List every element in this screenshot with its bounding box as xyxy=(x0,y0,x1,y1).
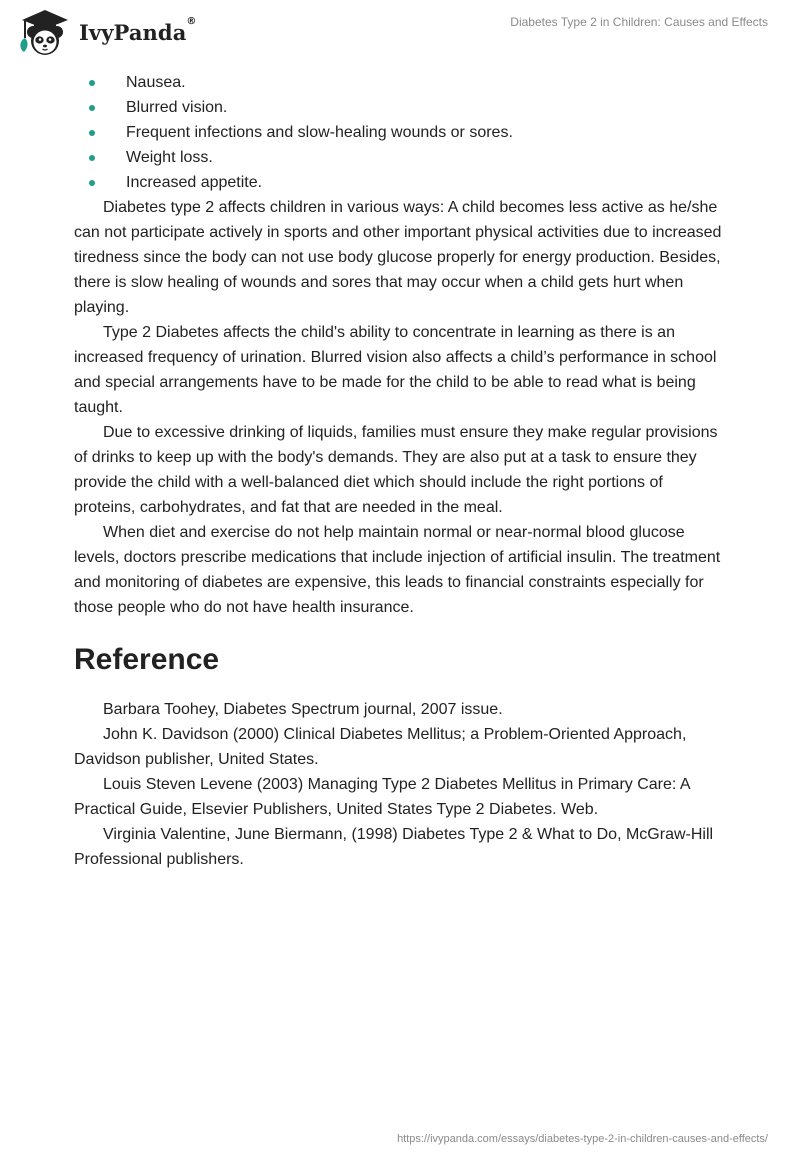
list-item-text: Nausea. xyxy=(126,74,186,91)
brand-name: IvyPanda® xyxy=(79,15,197,45)
list-item-text: Weight loss. xyxy=(126,149,213,166)
bullet-dot-icon xyxy=(89,180,95,186)
ivypanda-logo[interactable] xyxy=(14,8,197,56)
panda-logo-icon xyxy=(14,8,76,56)
paragraph-effects-activity: Diabetes type 2 affects children in various ways: A child becomes less active as he/she can not participate actively in sports and other important physical activities due to increased tiredness since the body can not use body glucose properly for energy production. Besides, there is slow healing of wounds and sores that may occur when a child gets hurt when playing. xyxy=(74,199,722,316)
essay-content xyxy=(74,70,724,872)
list-item xyxy=(74,170,724,195)
bullet-dot-icon xyxy=(89,105,95,111)
list-item-text: Increased appetite. xyxy=(126,174,263,191)
bullet-dot-icon xyxy=(89,155,95,161)
paragraph-effects-family: Due to excessive drinking of liquids, families must ensure they make regular provisions of drinks to keep up with the body's demands. They are also put at a task to ensure they provide the child with a well-balanced diet which should include the right portions of proteins, carbohydrates, and fat that are needed in the meal. xyxy=(74,424,718,516)
reference-heading: Reference xyxy=(74,643,220,676)
source-url: https://ivypanda.com/essays/diabetes-type-2-in-children-causes-and-effects/ xyxy=(397,1133,768,1145)
paragraph-effects-treatment: When diet and exercise do not help maintain normal or near-normal blood glucose levels, doctors prescribe medications that include injection of artificial insulin. The treatment and monitoring of diabetes are expensive, this leads to financial constraints especially for those people who do not have health insurance. xyxy=(74,524,721,616)
reference-item: Barbara Toohey, Diabetes Spectrum journal, 2007 issue. xyxy=(103,701,503,718)
list-item xyxy=(74,95,724,120)
bullet-dot-icon xyxy=(89,130,95,136)
reference-item: Louis Steven Levene (2003) Managing Type 2 Diabetes Mellitus in Primary Care: A Practical Guide, Elsevier Publishers, United States Type 2 Diabetes. Web. xyxy=(74,776,690,818)
paragraph-effects-learning: Type 2 Diabetes affects the child's ability to concentrate in learning as there is an increased frequency of urination. Blurred vision also affects a child’s performance in school and special arrangements have to be made for the child to be able to read what is being taught. xyxy=(74,324,717,416)
list-item xyxy=(74,145,724,170)
registered-mark: ® xyxy=(186,15,197,27)
list-item xyxy=(74,120,724,145)
page-header xyxy=(0,0,800,62)
list-item-text: Blurred vision. xyxy=(126,99,228,116)
list-item-text: Frequent infections and slow-healing wounds or sores. xyxy=(126,124,513,141)
bullet-dot-icon xyxy=(89,80,95,86)
reference-item: John K. Davidson (2000) Clinical Diabetes Mellitus; a Problem-Oriented Approach, Davidson publisher, United States. xyxy=(74,726,687,768)
document-title: Diabetes Type 2 in Children: Causes and Effects xyxy=(510,15,768,29)
reference-list xyxy=(74,697,724,872)
symptom-list xyxy=(74,70,724,195)
reference-item: Virginia Valentine, June Biermann, (1998) Diabetes Type 2 & What to Do, McGraw-Hill Professional publishers. xyxy=(74,826,714,868)
list-item xyxy=(74,70,724,95)
